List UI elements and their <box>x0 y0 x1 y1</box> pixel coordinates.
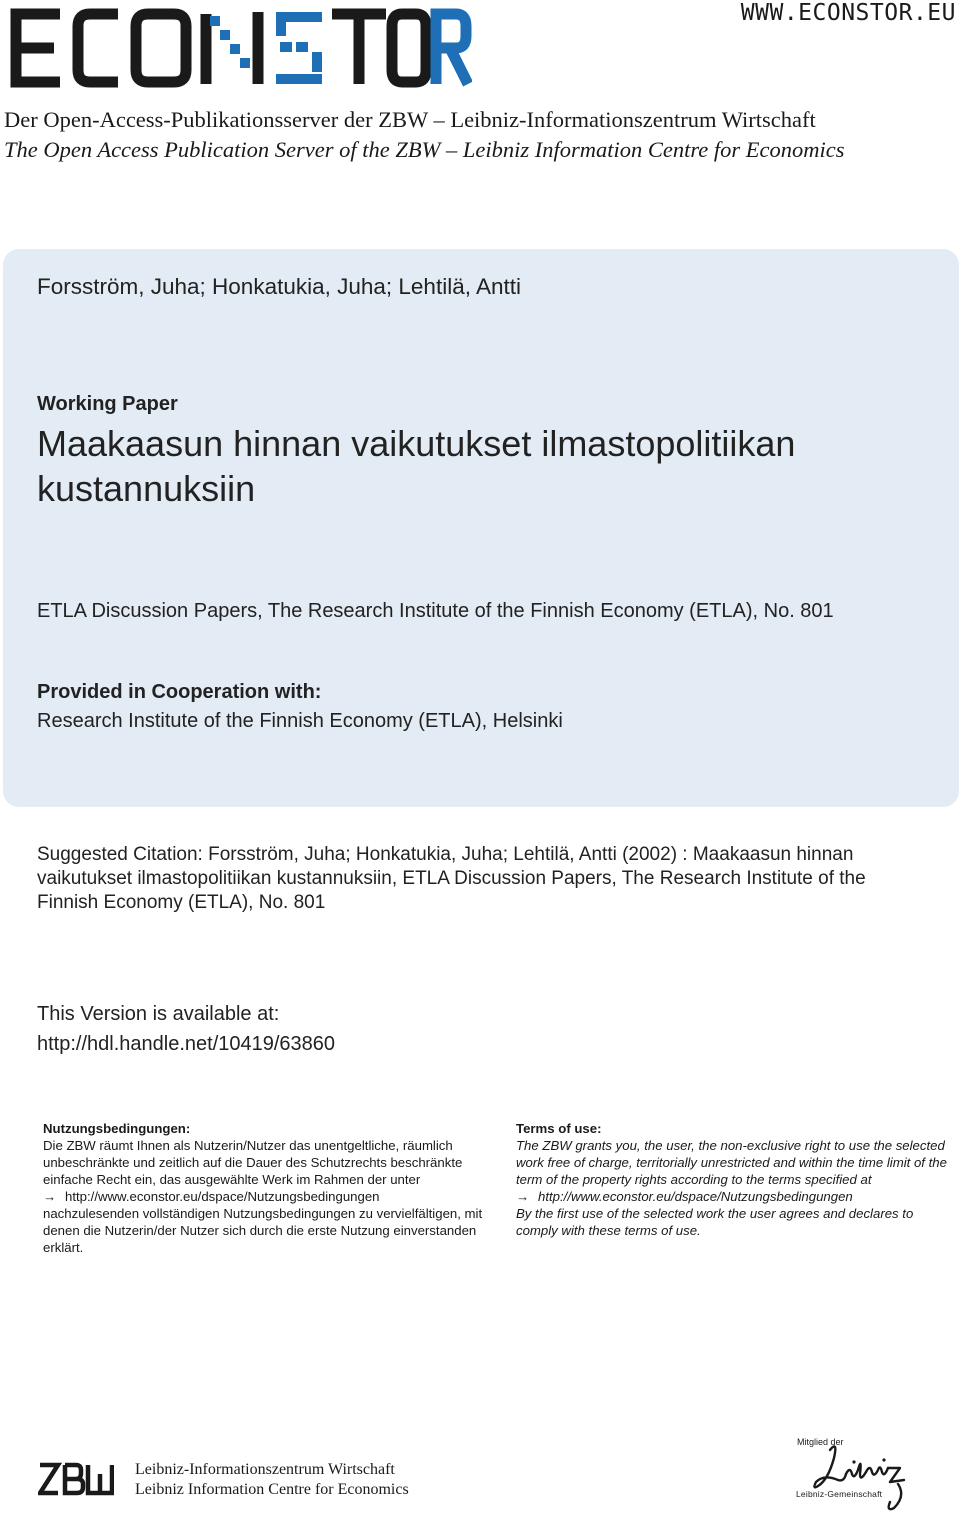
terms-de-heading: Nutzungsbedingungen: <box>43 1121 191 1136</box>
terms-de-link-row[interactable] <box>43 1188 483 1205</box>
terms-de-body-1: Die ZBW räumt Ihnen als Nutzerin/Nutzer das unentgeltliche, räumlich unbeschränkte und zeitlich auf die Dauer des Schutzrechts beschränkte einfache Recht ein, das ausgewählte Werk im Rahmen der unter <box>43 1138 463 1187</box>
terms-en-body-1: The ZBW grants you, the user, the non-exclusive right to use the selected work free of charge, territorially unrestricted and within the time limit of the term of the property rights according to the terms specified at <box>516 1138 947 1187</box>
arrow-right-icon: → <box>43 1189 57 1204</box>
terms-de-body-2: nachzulesenden vollständigen Nutzungsbedingungen zu vervielfältigen, mit denen die Nutzerin/der Nutzer sich durch die erste Nutzung einverstanden erklärt. <box>43 1206 483 1255</box>
server-description-en: The Open Access Publication Server of the ZBW – Leibniz Information Centre for Economics <box>4 137 845 162</box>
terms-en <box>516 1120 956 1239</box>
arrow-right-icon: → <box>516 1189 530 1204</box>
terms-en-body-2: By the first use of the selected work the user agrees and declares to comply with these terms of use. <box>516 1206 914 1238</box>
document-type: Working Paper <box>37 393 178 415</box>
authors: Forsström, Juha; Honkatukia, Juha; Lehtilä, Antti <box>37 274 521 299</box>
zbw-logo <box>38 1462 114 1496</box>
zbw-name-en: Leibniz Information Centre for Economics <box>135 1481 409 1498</box>
cooperation-label: Provided in Cooperation with: <box>37 681 322 703</box>
leibniz-member-label: Mitglied der <box>797 1437 844 1447</box>
terms-en-link-row[interactable] <box>516 1188 956 1205</box>
suggested-citation: Suggested Citation: Forsström, Juha; Honkatukia, Juha; Lehtilä, Antti (2002) : Maakaasun hinnan vaikutukset ilmastopolitiikan kustannuksiin, ETLA Discussion Papers, The Research Institute of the Finnish Economy (ETLA), No. 801 <box>37 844 866 913</box>
document-title: Maakaasun hinnan vaikutukset ilmastopolitiikan kustannuksiin <box>37 423 796 509</box>
econstor-logo <box>10 8 472 88</box>
site-url[interactable]: WWW.ECONSTOR.EU <box>740 0 956 26</box>
series-info: ETLA Discussion Papers, The Research Institute of the Finnish Economy (ETLA), No. 801 <box>37 600 834 622</box>
version-label: This Version is available at: <box>37 1003 280 1025</box>
terms-en-link[interactable]: http://www.econstor.eu/dspace/Nutzungsbedingungen <box>538 1189 853 1204</box>
handle-link[interactable]: http://hdl.handle.net/10419/63860 <box>37 1033 336 1055</box>
terms-de <box>43 1120 483 1256</box>
cooperation-institution: Research Institute of the Finnish Economy (ETLA), Helsinki <box>37 710 563 732</box>
terms-en-heading: Terms of use: <box>516 1121 602 1136</box>
leibniz-signature-logo <box>794 1436 914 1516</box>
server-description-de: Der Open-Access-Publikationsserver der ZBW – Leibniz-Informationszentrum Wirtschaft <box>4 107 816 132</box>
leibniz-org-name: Leibniz-Gemeinschaft <box>796 1489 883 1499</box>
zbw-name-de: Leibniz-Informationszentrum Wirtschaft <box>135 1461 395 1478</box>
terms-de-link[interactable]: http://www.econstor.eu/dspace/Nutzungsbedingungen <box>65 1189 380 1204</box>
